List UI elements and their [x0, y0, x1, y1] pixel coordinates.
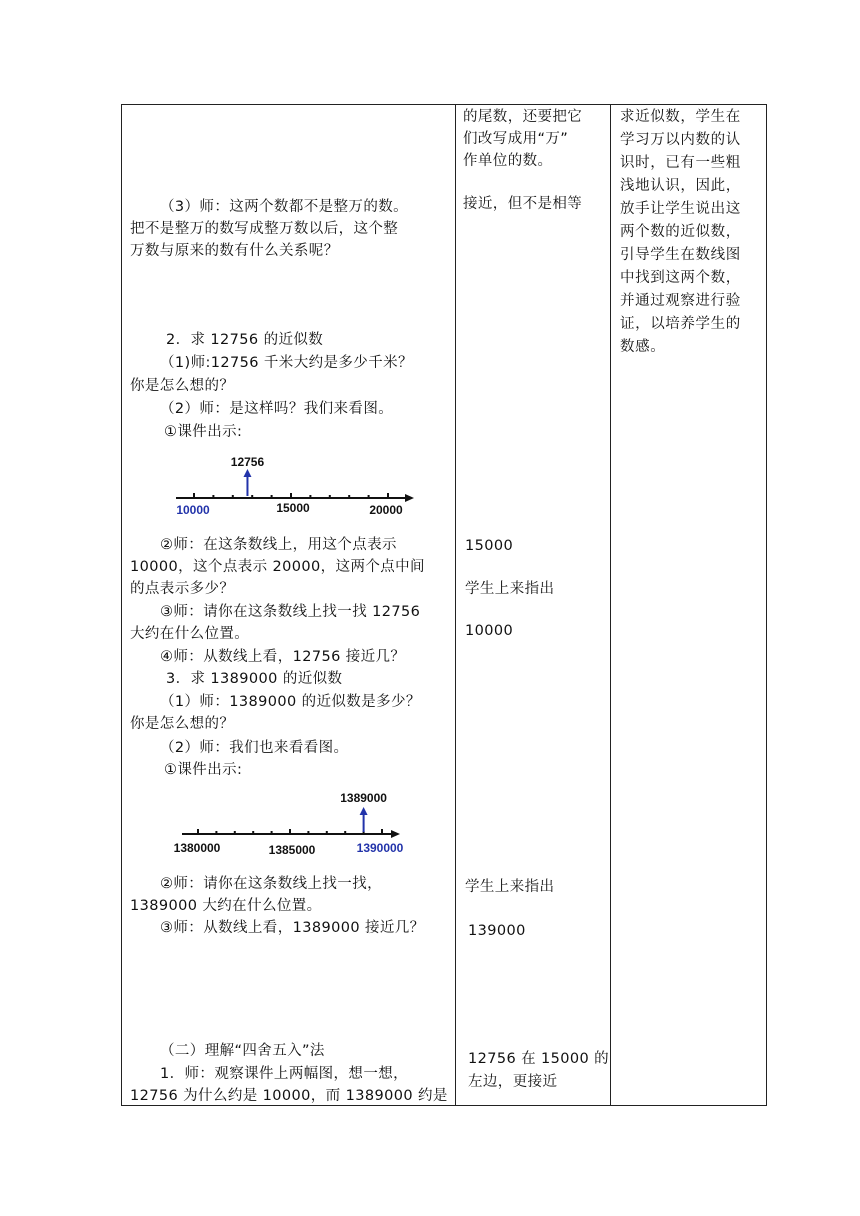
- student-answer: 15000: [465, 538, 514, 554]
- mid-label: 15000: [276, 501, 310, 515]
- text-line: 数感。: [620, 339, 666, 355]
- text-line: 1．师：观察课件上两幅图，想一想，: [160, 1066, 409, 1082]
- text-line: 学习万以内数的认: [620, 132, 741, 148]
- text-line: 们改写成用“万”: [463, 131, 569, 147]
- right-label: 1390000: [356, 841, 404, 855]
- text-line: （1）师：1389000 的近似数是多少？: [160, 694, 421, 710]
- text-line: ②师：在这条数线上，用这个点表示: [160, 537, 397, 553]
- number-line-arrowhead: [405, 494, 414, 502]
- text-line: 放手让学生说出这: [620, 201, 741, 217]
- text-line: ④师：从数线上看，12756 接近几？: [160, 649, 406, 665]
- number-line-arrowhead: [391, 830, 400, 838]
- text-line: 中找到这两个数，: [620, 270, 741, 286]
- student-answer: 学生上来指出: [465, 581, 555, 597]
- mid-label: 1385000: [268, 843, 316, 857]
- student-answer: 10000: [465, 623, 514, 639]
- text-line: 10000，这个点表示 20000，这两个点中间: [130, 559, 425, 575]
- marker-arrowhead: [243, 469, 251, 477]
- column-divider: [455, 105, 456, 1105]
- column-divider: [610, 105, 611, 1105]
- text-line: ①课件出示:: [164, 424, 243, 440]
- text-line: 1389000 大约在什么位置。: [130, 898, 322, 914]
- section-heading: 3．求 1389000 的近似数: [166, 671, 343, 687]
- left-label: 10000: [176, 503, 210, 517]
- text-line: 作单位的数。: [463, 153, 553, 169]
- text-line: 的点表示多少？: [130, 581, 235, 597]
- left-label: 1380000: [173, 841, 221, 855]
- text-line: 大约在什么位置。: [130, 626, 250, 642]
- student-answer: 学生上来指出: [465, 879, 555, 895]
- text-line: ②师：请你在这条数线上找一找，: [160, 876, 382, 892]
- text-line: 并通过观察进行验: [620, 293, 741, 309]
- text-line: （2）师：我们也来看看图。: [160, 740, 349, 756]
- text-line: 万数与原来的数有什么关系呢？: [130, 243, 339, 259]
- section-heading: 2．求 12756 的近似数: [166, 332, 324, 348]
- text-line: 浅地认识，因此，: [620, 178, 741, 194]
- marker-arrowhead: [360, 807, 368, 815]
- text-line: 把不是整万的数写成整万数以后，这个整: [130, 221, 399, 237]
- text-line: （2）师：是这样吗？我们来看图。: [160, 401, 394, 417]
- right-label: 20000: [369, 503, 403, 517]
- text-line: 的尾数，还要把它: [463, 109, 583, 125]
- student-answer: 139000: [468, 923, 526, 939]
- text-line: 接近，但不是相等: [463, 196, 583, 212]
- text-line: （1)师:12756 千米大约是多少千米？: [160, 355, 413, 371]
- marker-label: 12756: [230, 455, 265, 469]
- text-line: 你是怎么想的？: [130, 716, 235, 732]
- text-line: 识时，已有一些粗: [620, 155, 741, 171]
- text-line: ①课件出示:: [164, 762, 243, 778]
- marker-label: 1389000: [340, 791, 387, 805]
- text-line: （3）师：这两个数都不是整万的数。: [160, 199, 409, 215]
- student-answer: 左边，更接近: [468, 1074, 558, 1090]
- number-line-12756: [170, 448, 420, 520]
- text-line: 两个数的近似数，: [620, 224, 741, 240]
- text-line: ③师：从数线上看，1389000 接近几？: [160, 920, 425, 936]
- section-heading: （二）理解“四舍五入”法: [160, 1043, 325, 1059]
- student-answer: 12756 在 15000 的: [468, 1051, 610, 1067]
- text-line: 求近似数，学生在: [620, 109, 741, 125]
- text-line: 引导学生在数线图: [620, 247, 741, 263]
- number-line-1389000: [170, 784, 420, 860]
- text-line: 证，以培养学生的: [620, 316, 741, 332]
- text-line: ③师：请你在这条数线上找一找 12756: [160, 604, 421, 620]
- text-line: 12756 为什么约是 10000，而 1389000 约是: [130, 1088, 448, 1104]
- text-line: 你是怎么想的？: [130, 378, 235, 394]
